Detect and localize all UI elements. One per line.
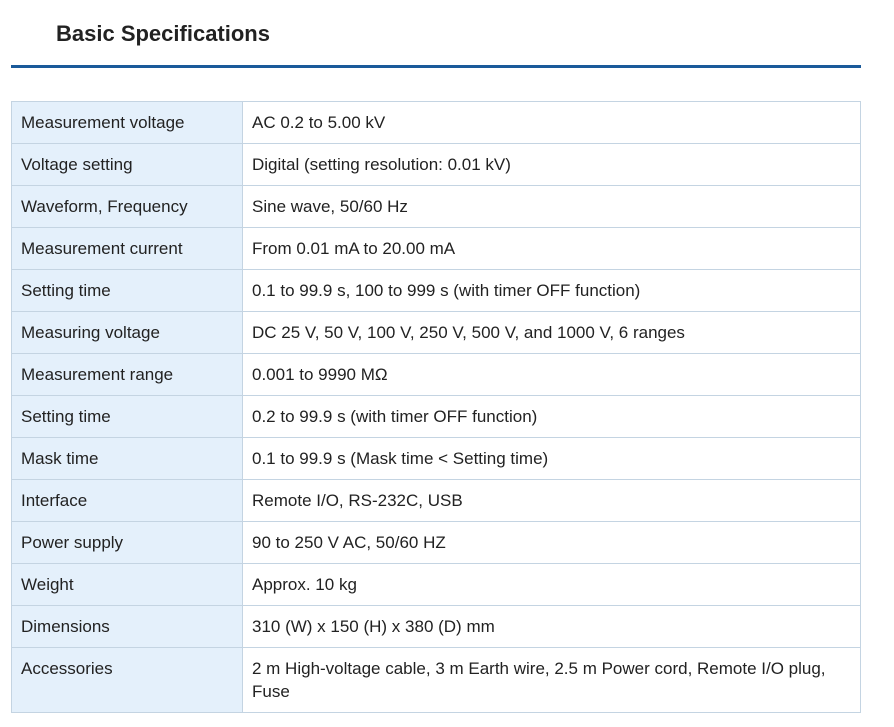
spec-label: Voltage setting [12, 144, 243, 186]
spec-label: Waveform, Frequency [12, 186, 243, 228]
table-row [12, 186, 861, 228]
spec-label: Measurement voltage [12, 102, 243, 144]
spec-value: 2 m High-voltage cable, 3 m Earth wire, 2.5 m Power cord, Remote I/O plug, Fuse [243, 648, 861, 713]
spec-value: 0.1 to 99.9 s (Mask time < Setting time) [243, 438, 861, 480]
spec-label: Mask time [12, 438, 243, 480]
spec-value: 0.2 to 99.9 s (with timer OFF function) [243, 396, 861, 438]
spec-label: Dimensions [12, 606, 243, 648]
table-row [12, 228, 861, 270]
spec-value: AC 0.2 to 5.00 kV [243, 102, 861, 144]
table-row [12, 270, 861, 312]
spec-value: 310 (W) x 150 (H) x 380 (D) mm [243, 606, 861, 648]
spec-value: Digital (setting resolution: 0.01 kV) [243, 144, 861, 186]
spec-value: 0.1 to 99.9 s, 100 to 999 s (with timer OFF function) [243, 270, 861, 312]
spec-label: Measuring voltage [12, 312, 243, 354]
spec-value: 90 to 250 V AC, 50/60 HZ [243, 522, 861, 564]
spec-label: Weight [12, 564, 243, 606]
spec-value: Remote I/O, RS-232C, USB [243, 480, 861, 522]
spec-value: 0.001 to 9990 MΩ [243, 354, 861, 396]
spec-value: Approx. 10 kg [243, 564, 861, 606]
table-row [12, 354, 861, 396]
table-row [12, 480, 861, 522]
table-row [12, 312, 861, 354]
spec-value: Sine wave, 50/60 Hz [243, 186, 861, 228]
spec-label: Interface [12, 480, 243, 522]
table-row [12, 648, 861, 713]
spec-label: Power supply [12, 522, 243, 564]
table-row [12, 522, 861, 564]
spec-label: Setting time [12, 270, 243, 312]
spec-label: Setting time [12, 396, 243, 438]
spec-label: Measurement range [12, 354, 243, 396]
heading-section [11, 0, 861, 68]
table-row [12, 144, 861, 186]
table-row [12, 102, 861, 144]
specifications-table [11, 101, 861, 713]
spec-label: Measurement current [12, 228, 243, 270]
table-row [12, 564, 861, 606]
table-row [12, 396, 861, 438]
page-title: Basic Specifications [56, 21, 270, 46]
spec-value: DC 25 V, 50 V, 100 V, 250 V, 500 V, and 1000 V, 6 ranges [243, 312, 861, 354]
spec-value: From 0.01 mA to 20.00 mA [243, 228, 861, 270]
table-row [12, 606, 861, 648]
spec-label: Accessories [12, 648, 243, 713]
table-row [12, 438, 861, 480]
